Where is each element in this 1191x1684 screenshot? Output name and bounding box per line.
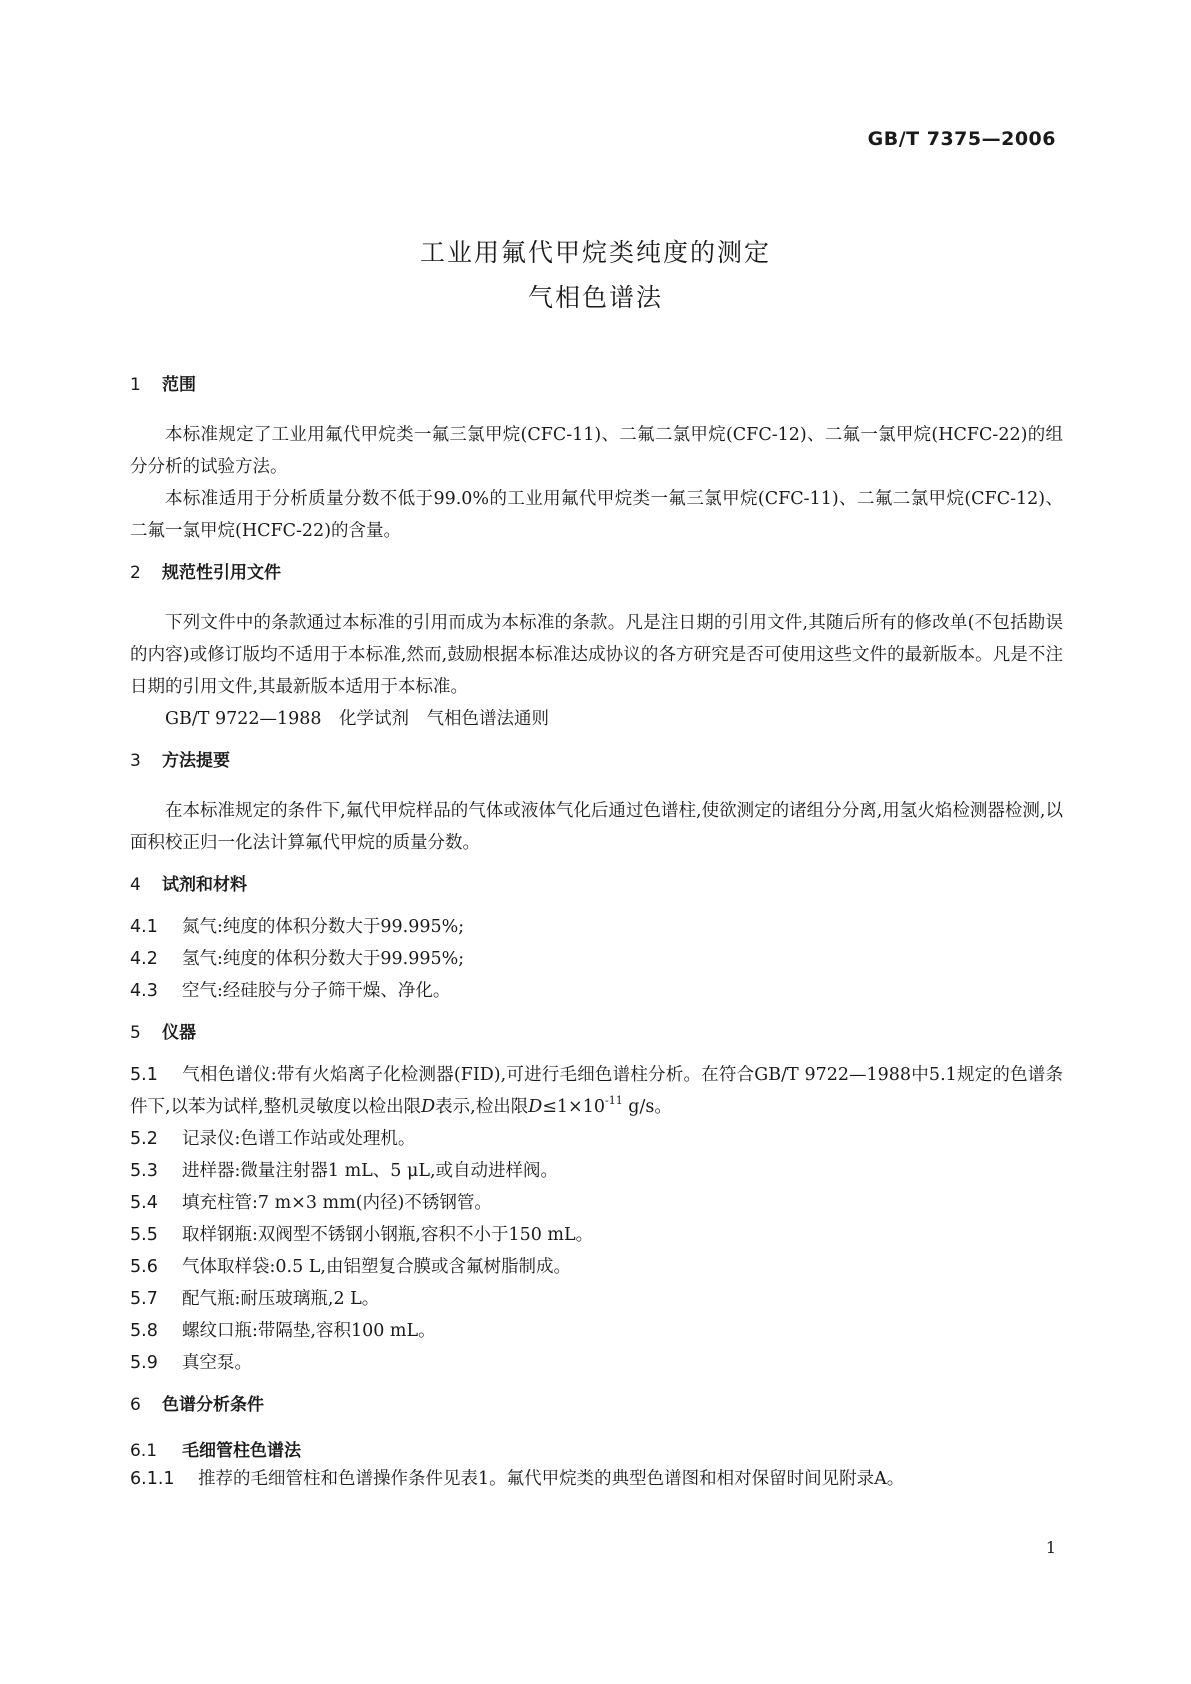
document-title: 工业用氟代甲烷类纯度的测定 bbox=[419, 238, 771, 267]
document-body bbox=[130, 373, 1063, 1495]
page-number: 1 bbox=[1045, 1538, 1056, 1557]
list-item: 5.8 螺纹口瓶:带隔垫,容积100 mL。 bbox=[130, 1321, 436, 1341]
list-item: 5.6 气体取样袋:0.5 L,由铝塑复合膜或含氟树脂制成。 bbox=[130, 1257, 571, 1277]
list-item: 5.9 真空泵。 bbox=[130, 1353, 252, 1373]
section-heading-6: 6 色谱分析条件 bbox=[130, 1395, 264, 1415]
list-item: 5.4 填充柱管:7 m×3 mm(内径)不锈钢管。 bbox=[130, 1193, 492, 1213]
paragraph: 下列文件中的条款通过本标准的引用而成为本标准的条款。凡是注日期的引用文件,其随后所有的修改单(不包括勘误的内容)或修订版均不适用于本标准,然而,鼓励根据本标准达成协议的各方研究是否可使用这些文件的最新版本。凡是不注日期的引用文件,其最新版本适用于本标准。 bbox=[130, 613, 1063, 697]
paragraph: 本标准适用于分析质量分数不低于99.0%的工业用氟代甲烷类一氟三氯甲烷(CFC-11)、二氟二氯甲烷(CFC-12)、二氟一氯甲烷(HCFC-22)的含量。 bbox=[130, 489, 1063, 541]
list-item: 5.2 记录仪:色谱工作站或处理机。 bbox=[130, 1129, 416, 1149]
subsection-heading: 6.1 毛细管柱色谱法 bbox=[130, 1441, 301, 1461]
section-heading-2: 2 规范性引用文件 bbox=[130, 563, 281, 583]
list-item: 4.2 氢气:纯度的体积分数大于99.995%; bbox=[130, 949, 465, 969]
paragraph: 本标准规定了工业用氟代甲烷类一氟三氯甲烷(CFC-11)、二氟二氯甲烷(CFC-12)、二氟一氯甲烷(HCFC-22)的组分分析的试验方法。 bbox=[130, 425, 1063, 477]
list-item: 5.1 气相色谱仪:带有火焰离子化检测器(FID),可进行毛细色谱柱分析。在符合GB/T 9722—1988中5.1规定的色谱条件下,以苯为试样,整机灵敏度以检出限D表示,检出限$D\le 1\times 10^{-11}$ g/s。 bbox=[130, 1065, 1063, 1117]
paragraph: 在本标准规定的条件下,氟代甲烷样品的气体或液体气化后通过色谱柱,使欲测定的诸组分分离,用氢火焰检测器检测,以面积校正归一化法计算氟代甲烷的质量分数。 bbox=[130, 801, 1063, 853]
section-heading-1: 1 范围 bbox=[130, 375, 196, 395]
document-subtitle: 气相色谱法 bbox=[527, 283, 663, 312]
list-item: 5.5 取样钢瓶:双阀型不锈钢小钢瓶,容积不小于150 mL。 bbox=[130, 1225, 594, 1245]
section-heading-3: 3 方法提要 bbox=[130, 751, 230, 771]
list-item: 4.3 空气:经硅胶与分子筛干燥、净化。 bbox=[130, 981, 451, 1001]
section-heading-4: 4 试剂和材料 bbox=[130, 875, 247, 895]
list-item: 5.3 进样器:微量注射器1 mL、5 μL,或自动进样阀。 bbox=[130, 1161, 559, 1181]
standard-number: GB/T 7375—2006 bbox=[867, 128, 1056, 150]
list-item: 5.7 配气瓶:耐压玻璃瓶,2 L。 bbox=[130, 1289, 380, 1309]
normative-reference: GB/T 9722—1988 化学试剂 气相色谱法通则 bbox=[165, 709, 550, 729]
list-item: 6.1.1 推荐的毛细管柱和色谱操作条件见表1。氟代甲烷类的典型色谱图和相对保留时间见附录A。 bbox=[130, 1469, 905, 1489]
section-heading-5: 5 仪器 bbox=[130, 1023, 196, 1043]
list-item: 4.1 氮气:纯度的体积分数大于99.995%; bbox=[130, 917, 465, 937]
